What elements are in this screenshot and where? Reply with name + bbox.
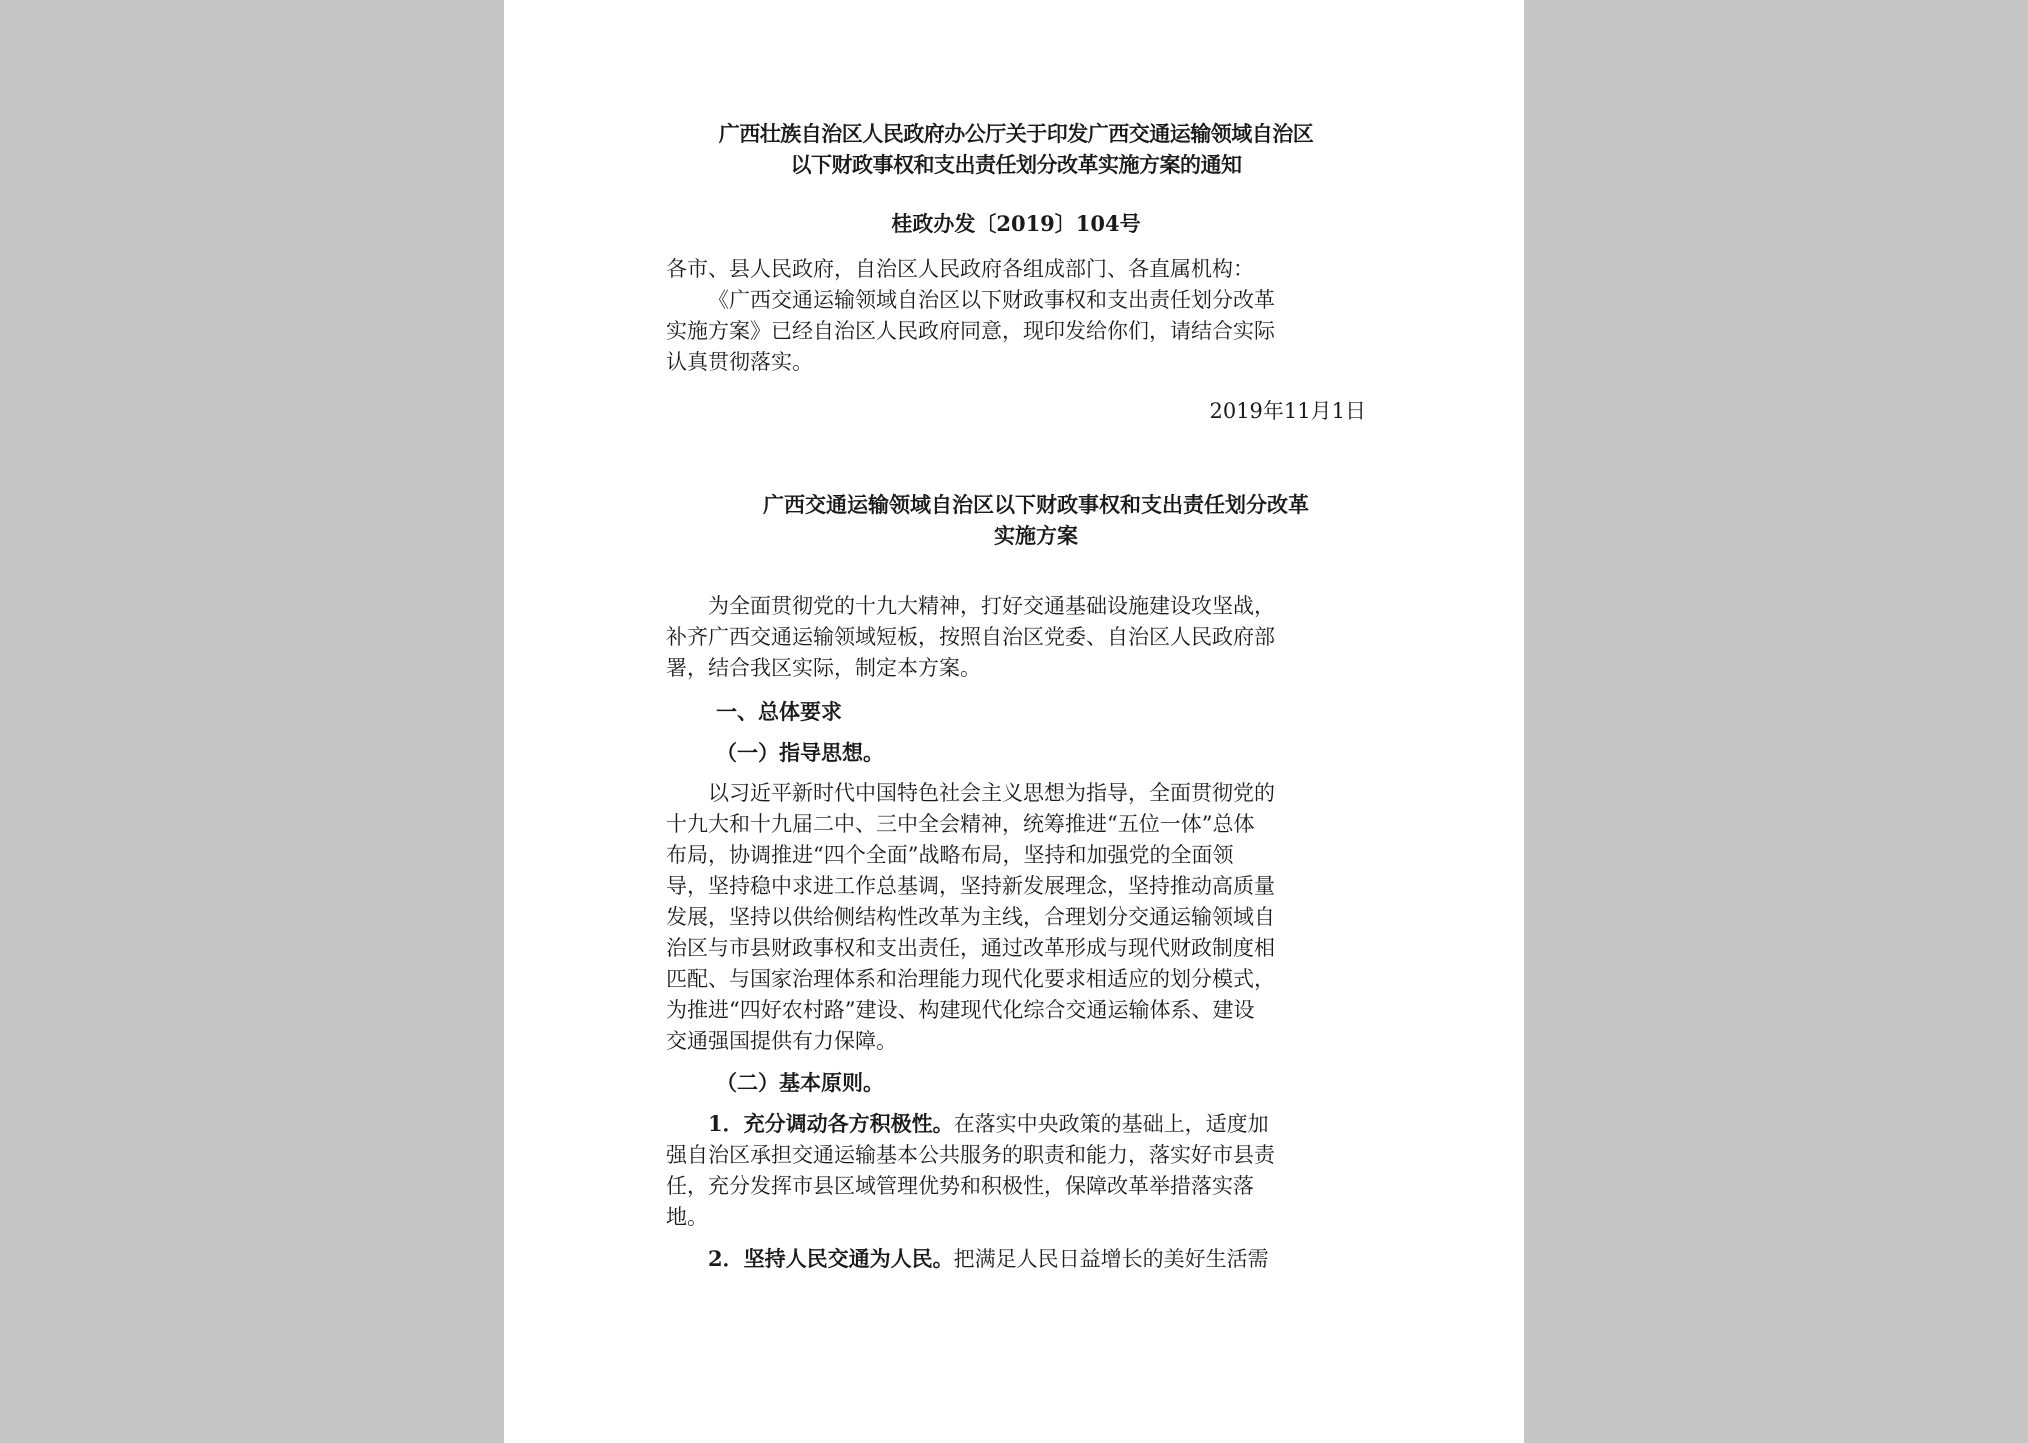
paragraph-line	[666, 1243, 1366, 1275]
plan-intro-line: 为全面贯彻党的十九大精神，打好交通基础设施建设攻坚战，	[708, 594, 1275, 618]
principle-2-paragraph	[666, 1243, 1366, 1275]
principle-lead: 2．坚持人民交通为人民。	[708, 1246, 954, 1271]
paragraph-line: 布局，协调推进“四个全面”战略布局，坚持和加强党的全面领	[666, 843, 1234, 867]
plan-intro-line: 补齐广西交通运输领域短板，按照自治区党委、自治区人民政府部	[666, 625, 1275, 649]
principle-1-paragraph	[666, 1108, 1366, 1233]
paragraph-line: 匹配、与国家治理体系和治理能力现代化要求相适应的划分模式，	[666, 967, 1275, 991]
section-heading: 一、总体要求	[716, 699, 842, 724]
paragraph-line: 地。	[666, 1205, 708, 1229]
paragraph-line: 交通强国提供有力保障。	[666, 1029, 897, 1053]
paragraph-line: 治区与市县财政事权和支出责任，通过改革形成与现代财政制度相	[666, 936, 1275, 960]
document-content	[666, 118, 1366, 1275]
plan-intro-line: 署，结合我区实际，制定本方案。	[666, 656, 981, 680]
paragraph-line: 为推进“四好农村路”建设、构建现代化综合交通运输体系、建设	[666, 998, 1255, 1022]
notice-body	[666, 285, 1366, 378]
principle-lead: 1．充分调动各方积极性。	[708, 1111, 954, 1136]
paragraph-line: 以习近平新时代中国特色社会主义思想为指导，全面贯彻党的	[708, 781, 1275, 805]
guiding-thought-paragraph	[666, 778, 1366, 1057]
principle-text: 把满足人民日益增长的美好生活需	[953, 1247, 1269, 1271]
principle-text: 在落实中央政策的基础上，适度加	[953, 1112, 1269, 1136]
subsection-heading: （一）指导思想。	[716, 740, 884, 765]
plan-title	[666, 489, 1366, 551]
plan-title-line: 实施方案	[994, 523, 1078, 548]
notice-body-line: 实施方案》已经自治区人民政府同意，现印发给你们，请结合实际	[666, 319, 1275, 343]
plan-intro	[666, 591, 1366, 684]
plan-title-line: 广西交通运输领域自治区以下财政事权和支出责任划分改革	[763, 492, 1309, 517]
notice-body-line: 认真贯彻落实。	[666, 350, 813, 374]
notice-title-line: 以下财政事权和支出责任划分改革实施方案的通知	[790, 152, 1242, 177]
paragraph-line: 强自治区承担交通运输基本公共服务的职责和能力，落实好市县责	[666, 1143, 1275, 1167]
document-number: 桂政办发〔2019〕104号	[891, 211, 1141, 236]
paragraph-line	[666, 1108, 1366, 1140]
document-page	[504, 0, 1524, 1443]
paragraph-line: 十九大和十九届二中、三中全会精神，统筹推进“五位一体”总体	[666, 812, 1255, 836]
paragraph-line: 导，坚持稳中求进工作总基调，坚持新发展理念，坚持推动高质量	[666, 874, 1275, 898]
notice-title	[666, 118, 1366, 180]
paragraph-line: 发展，坚持以供给侧结构性改革为主线，合理划分交通运输领域自	[666, 905, 1275, 929]
paragraph-line: 任，充分发挥市县区域管理优势和积极性，保障改革举措落实落	[666, 1174, 1254, 1198]
subsection-heading: （二）基本原则。	[716, 1070, 884, 1095]
addressee: 各市、县人民政府，自治区人民政府各组成部门、各直属机构：	[666, 257, 1254, 281]
notice-body-line: 《广西交通运输领域自治区以下财政事权和支出责任划分改革	[708, 288, 1275, 312]
notice-title-line: 广西壮族自治区人民政府办公厅关于印发广西交通运输领域自治区	[718, 121, 1314, 146]
issue-date: 2019年11月1日	[1209, 399, 1366, 423]
